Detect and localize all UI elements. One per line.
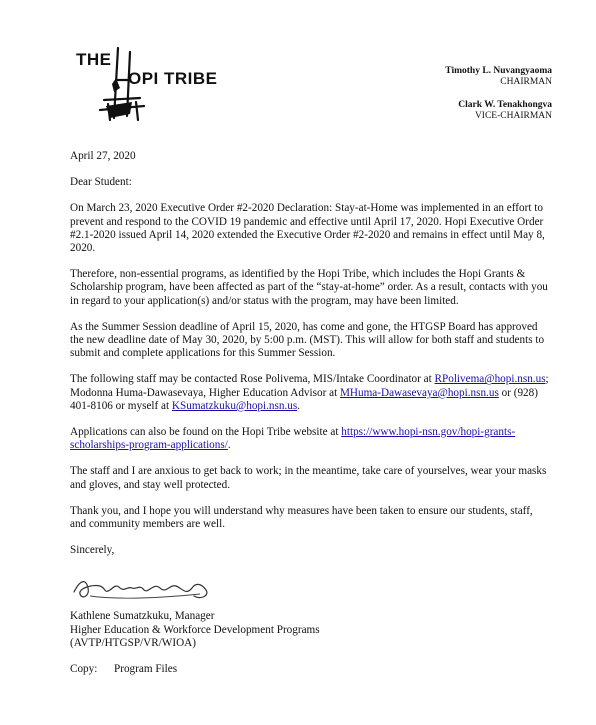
paragraph-stay-protected: The staff and I are anxious to get back to work; in the meantime, take care of yourselves, wear your masks and gloves, and stay well protected. [70, 465, 547, 491]
signer-title: Higher Education & Workforce Development Programs [70, 623, 320, 636]
hopi-tribe-logo [70, 40, 230, 124]
officers-block [445, 66, 552, 121]
paragraph-thank-you: Thank you, and I hope you will understand why measures have been taken to ensure our students, staff, and community members are well. [70, 504, 533, 531]
contacts-text-4: . [297, 399, 301, 412]
paragraph-summer-deadline: As the Summer Session deadline of April 15, 2020, has come and gone, the HTGSP Board has approved the new deadline date of May 30, 2020, by 5:00 p.m. (MST). This will allow for both staff and students to submit and complete applications for this Summer Session. [70, 320, 545, 360]
website-text-end: . [227, 439, 231, 452]
letter-date: April 27, 2020 [70, 150, 136, 162]
vice-chairman-name: Clark W. Tenakhongva [458, 100, 552, 110]
contacts-text-1: The following staff may be contacted Rose Polivema, MIS/Intake Coordinator at [70, 373, 435, 386]
logo-text-the: THE [76, 50, 112, 69]
handwritten-signature [70, 566, 220, 608]
signer-name: Kathlene Sumatzkuku, Manager [70, 610, 215, 623]
website-link[interactable]: https://www.hopi-nsn.gov/hopi-grants-scholarships-program-applications/ [70, 426, 516, 452]
salutation: Dear Student: [70, 176, 132, 189]
letter-body [70, 150, 550, 687]
copy-value: Program Files [114, 663, 178, 676]
website-text: Applications can also be found on the Hopi Tribe website at [70, 426, 342, 439]
email-link-rpolivema[interactable]: RPolivema@hopi.nsn.us [434, 373, 546, 386]
chairman-title: CHAIRMAN [500, 76, 552, 87]
chairman-name: Timothy L. Nuvangyaoma [445, 66, 552, 76]
copy-line [70, 663, 550, 676]
email-link-ksumatzkuku[interactable]: KSumatzkuku@hopi.nsn.us [171, 399, 298, 412]
paragraph-applications-website [70, 426, 550, 452]
email-link-mhuma-dawasevaya[interactable]: MHuma-Dawasevaya@hopi.nsn.us [339, 386, 499, 399]
paragraph-staff-contacts [70, 373, 550, 413]
closing: Sincerely, [70, 544, 115, 557]
vice-chairman-title: VICE-CHAIRMAN [474, 110, 552, 121]
paragraph-executive-order: On March 23, 2020 Executive Order #2-2020 Declaration: Stay-at-Home was implemented in an effort to prevent and respond to the COVID 19 pandemic and effective until April 17, 2020. Hopi Executive Order #2.1-2020 issued April 14, 2020 extended the Executive Order #2-2020 and remains in effect until May 8, 2020. [70, 202, 545, 255]
signer-programs: (AVTP/HTGSP/VR/WIOA) [70, 636, 196, 649]
contacts-text-2: ; Modonna Huma-Dawasevaya, Higher Education Advisor at [70, 373, 549, 399]
contacts-text-3: or (928) 401-8106 or myself at [70, 386, 538, 412]
copy-label: Copy: [70, 663, 98, 676]
paragraph-non-essential-programs: Therefore, non-essential programs, as identified by the Hopi Tribe, which includes the Hopi Grants & Scholarship program, have been affected as part of the “stay-at-home” order. As a result, contacts with you in regard to your application(s) and/or status with the program, may have been limited. [70, 268, 548, 307]
logo-text-opi-tribe: OPI TRIBE [128, 69, 218, 88]
